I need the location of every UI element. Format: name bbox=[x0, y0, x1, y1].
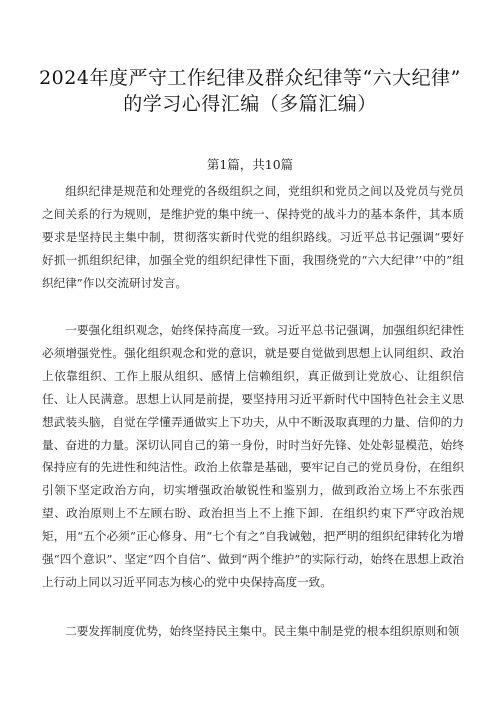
document-title-line-2: 的学习心得汇编（多篇汇编） bbox=[123, 93, 377, 115]
paragraph-intro: 组织纪律是规范和处理党的各级组织之间，党组织和党员之间以及党员与党员之间关系的行为规则，是维护党的集中统一、保持党的战斗力的基本条件，其本质要求是坚持民主集中制，贯彻落实新时代党的组织路线。习近平总书记强调“要好好抓一抓组织纪律，加强全党的组织纪律性下面，我围绕党的“六大纪律’’中的”组织纪律”作以交流研讨发言。 bbox=[42, 184, 464, 290]
document-title-line-1: 2024年度严守工作纪律及群众纪律等“六大纪律” bbox=[39, 67, 461, 89]
paragraph-point-two: 二要发挥制度优势，始终坚持民主集中。民主集中制是党的根本组织原则和领 bbox=[65, 624, 460, 638]
part-label: 第1篇，共10篇 bbox=[206, 157, 294, 172]
paragraph-point-one: 一要强化组织观念，始终保持高度一致。习近平总书记强调，加强组织纪律性必须增强党性。强化组织观念和党的意识，就是要自觉做到思想上认同组织、政治上依靠组织、工作上服从组织、感情上信赖组织，真正做到让党放心、让组织信任、让人民满意。思想上认同是前提，要坚持用习近平新时代中国特色社会主义思想武装头脑，自觉在学懂弄通做实上下功夫，从中不断汲取真理的力量、信仰的力量、奋进的力量。深切认同自己的第一身份，时时当好先锋、处处彰显模范，始终保持应有的先进性和纯洁性。政治上依靠是基础，要牢记自己的党员身份，在组织引领下坚定政治方向，切实增强政治敏锐性和鉴别力，做到政治立场上不东张西望、政治原则上不左顾右盼、政治担当上不上推下卸．在组织约束下严守政治规矩，用“五个必须”正心修身、用“七个有之”自我诫勉，把严明的组织纪律转化为增强“四个意识”、坚定“四个自信”、做到“两个维护”的实际行动，始终在思想上政治上行动上同以习近平同志为核心的党中央保持高度一致。 bbox=[42, 323, 464, 589]
